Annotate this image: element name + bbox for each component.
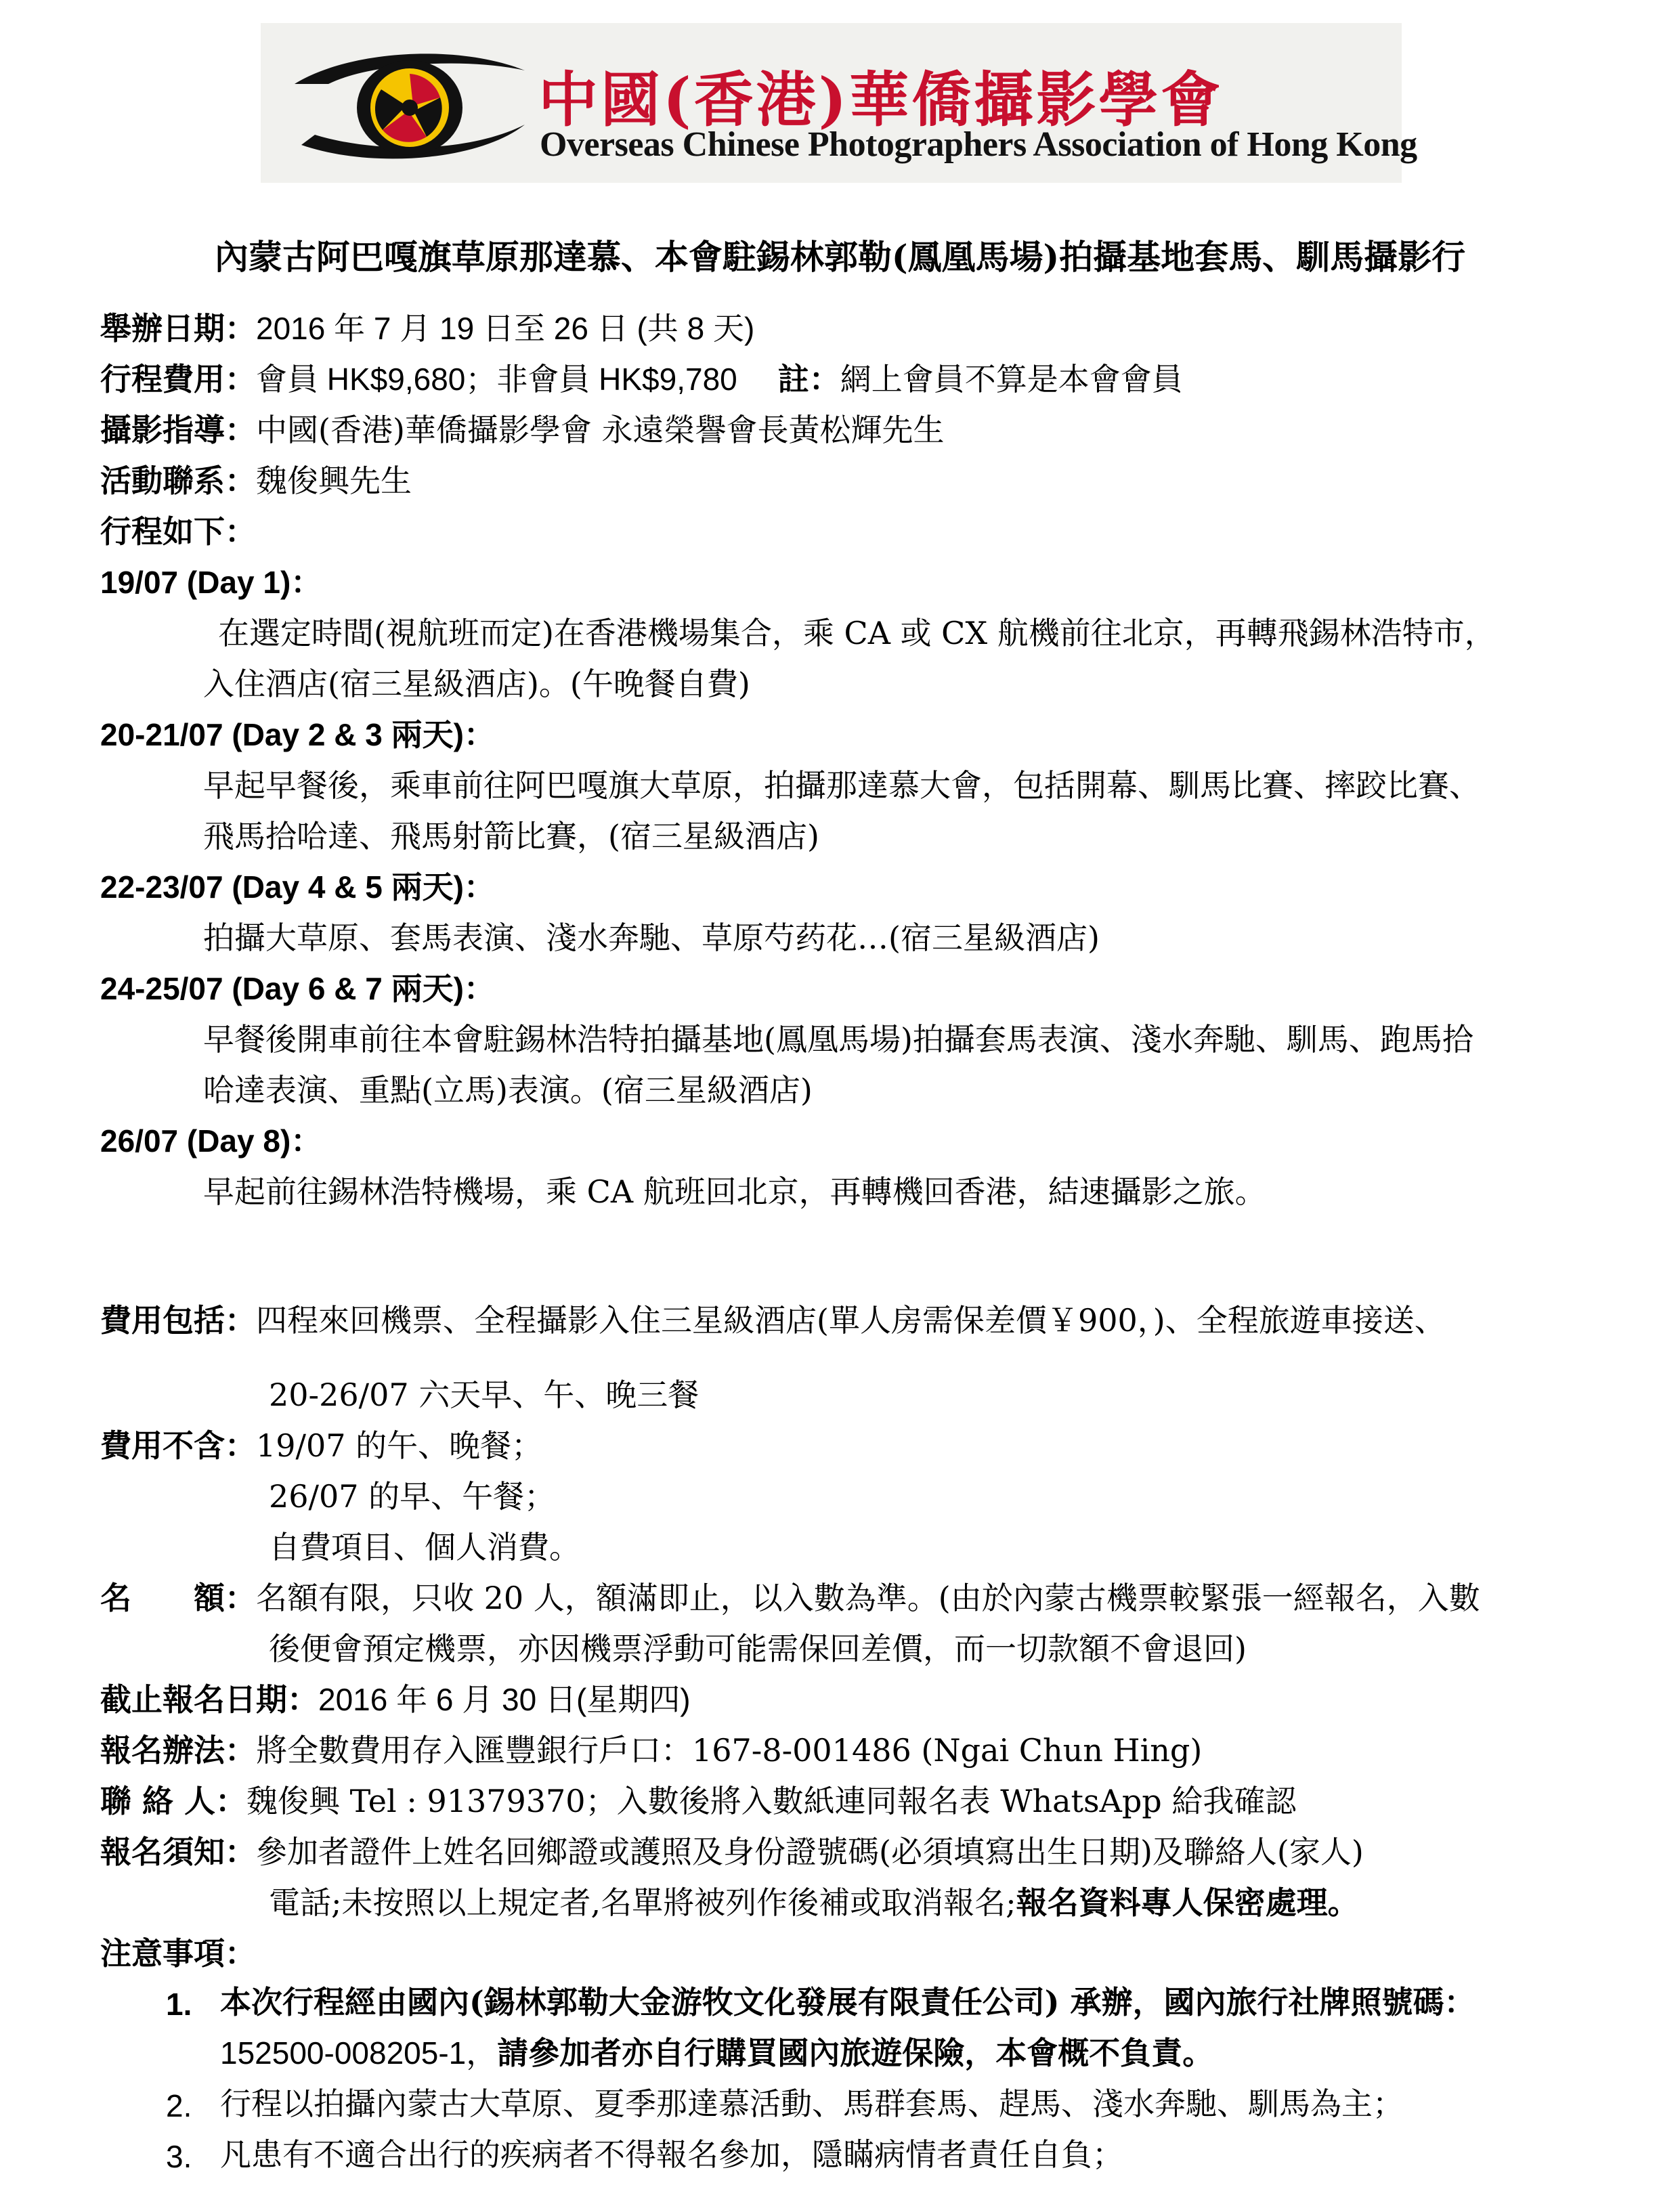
document-title: 內蒙古阿巴嘎旗草原那達慕、本會駐錫林郭勒(鳳凰馬場)拍攝基地套馬、馴馬攝影行: [214, 237, 1466, 277]
fee-exclude-value: 19/07 的午、晚餐；: [256, 1427, 543, 1464]
org-name-english: Overseas Chinese Photographers Association of Hong Kong: [540, 125, 1417, 164]
org-name-chinese: 中國(香港)華僑攝影學會: [538, 64, 1224, 135]
registration-notice-label: 報名須知：: [100, 1834, 256, 1870]
itinerary-day-4-line: 哈達表演、重點(立馬)表演。(宿三星級酒店): [203, 1072, 813, 1108]
deadline-label: 截止報名日期：: [100, 1681, 318, 1718]
note-item-1: 本次行程經由國內(錫林郭勒大金游牧文化發展有限責任公司) 承辦，國內旅行社牌照號碼：: [220, 1984, 1476, 2020]
fee-note-value: 網上會員不算是本會會員: [840, 361, 1183, 397]
letterhead: [261, 23, 1417, 183]
trip-fee-label: 行程費用：: [100, 361, 256, 397]
fee-include-label: 費用包括：: [100, 1302, 256, 1339]
event-date-label: 舉辦日期：: [100, 310, 256, 347]
itinerary-day-5: 26/07 (Day 8)：: [100, 1123, 322, 1159]
aperture-logo-icon: [288, 43, 532, 165]
note-item-3: 凡患有不適合出行的疾病者不得報名參加，隱瞞病情者責任自負；: [220, 2136, 1123, 2173]
photo-guide-label: 攝影指導：: [100, 412, 256, 448]
registration-method-value: 將全數費用存入匯豐銀行戶口：167-8-001486 (Ngai Chun Hing): [256, 1732, 1203, 1769]
registration-method-row: [100, 1730, 1202, 1771]
photo-guide-row: [100, 410, 945, 450]
itinerary-day-1-line: 入住酒店(宿三星級酒店)。(午晚餐自費): [203, 666, 750, 702]
itinerary-day-3: 22-23/07 (Day 4 & 5 兩天)：: [100, 869, 495, 905]
fee-include-line: 20-26/07 六天早、午、晚三餐: [269, 1377, 699, 1413]
itinerary-day-1-line: 在選定時間(視航班而定)在香港機場集合，乘 CA 或 CX 航機前往北京，再轉飛錫林浩特市，: [218, 615, 1496, 651]
quota-row: [100, 1578, 1480, 1618]
fee-include-row: [100, 1300, 1446, 1341]
contact-person-label: 聯 絡 人：: [100, 1783, 247, 1819]
confidentiality-note: 報名資料專人保密處理。: [1016, 1884, 1359, 1921]
itinerary-heading: 行程如下：: [100, 513, 256, 550]
event-date-value: 2016 年 7 月 19 日至 26 日 (共 8 天): [256, 311, 755, 346]
registration-notice-row: [100, 1832, 1364, 1872]
itinerary-day-2-line: 飛馬拾哈達、飛馬射箭比賽，(宿三星級酒店): [203, 818, 819, 854]
fee-exclude-line: 自費項目、個人消費。: [269, 1529, 580, 1565]
itinerary-day-4: 24-25/07 (Day 6 & 7 兩天)：: [100, 971, 495, 1006]
notes-heading: 注意事項：: [100, 1935, 256, 1972]
photo-guide-value: 中國(香港)華僑攝影學會 永遠榮譽會長黃松輝先生: [256, 412, 945, 448]
deadline-value: 2016 年 6 月 30 日(星期四): [318, 1682, 691, 1717]
note-item-1-line: 152500-008205-1，請參加者亦自行購買國內旅遊保險，本會概不負責。: [220, 2035, 1214, 2071]
deadline-row: [100, 1679, 691, 1720]
itinerary-day-1: 19/07 (Day 1)：: [100, 565, 322, 600]
note-number: 3.: [166, 2139, 192, 2174]
fee-exclude-label: 費用不含：: [100, 1427, 256, 1464]
itinerary-day-5-line: 早起前往錫林浩特機場，乘 CA 航班回北京，再轉機回香港，結速攝影之旅。: [203, 1173, 1266, 1210]
registration-notice-line: 電話;未按照以上規定者,名單將被列作後補或取消報名;報名資料專人保密處理。: [269, 1884, 1359, 1921]
itinerary-day-2: 20-21/07 (Day 2 & 3 兩天)：: [100, 717, 495, 752]
event-date-row: [100, 308, 754, 349]
trip-fee-value: 會員 HK$9,680；非會員 HK$9,780: [256, 362, 737, 397]
registration-method-label: 報名辦法：: [100, 1732, 256, 1769]
note-number: 2.: [166, 2088, 192, 2123]
note-item-2: 行程以拍攝內蒙古大草原、夏季那達慕活動、馬群套馬、趕馬、淺水奔馳、馴馬為主；: [220, 2085, 1404, 2122]
fee-note-label: 註：: [777, 361, 840, 397]
itinerary-day-4-line: 早餐後開車前往本會駐錫林浩特拍攝基地(鳳凰馬場)拍攝套馬表演、淺水奔馳、馴馬、跑馬拾: [203, 1021, 1473, 1058]
quota-label: 名 額：: [100, 1580, 256, 1616]
contact-person-value: 魏俊興 Tel : 91379370；入數後將入數紙連同報名表 WhatsApp 給我確認: [246, 1783, 1297, 1819]
quota-value: 名額有限，只收 20 人，額滿即止，以入數為準。(由於內蒙古機票較緊張一經報名，入數: [256, 1580, 1480, 1616]
itinerary-day-2-line: 早起早餐後，乘車前往阿巴嘎旗大草原，拍攝那達慕大會，包括開幕、馴馬比賽、摔跤比賽、: [203, 767, 1480, 804]
contact-person-row: [100, 1781, 1296, 1821]
registration-notice-value: 參加者證件上姓名回鄉證或護照及身份證號碼(必須填寫出生日期)及聯絡人(家人): [256, 1834, 1364, 1870]
fee-include-value: 四程來回機票、全程攝影入住三星級酒店(單人房需保差價￥900，)、全程旅遊車接送、: [256, 1302, 1446, 1339]
itinerary-day-3-line: 拍攝大草原、套馬表演、淺水奔馳、草原芍药花…(宿三星級酒店): [203, 920, 1100, 956]
contact-row: [100, 460, 412, 501]
quota-line: 後便會預定機票，亦因機票浮動可能需保回差價，而一切款額不會退回): [269, 1630, 1247, 1667]
trip-fee-row: [100, 359, 1183, 399]
contact-value: 魏俊興先生: [256, 462, 412, 499]
note-number: 1.: [166, 1987, 192, 2022]
fee-exclude-row: [100, 1425, 542, 1466]
contact-label: 活動聯系：: [100, 462, 256, 499]
fee-exclude-line: 26/07 的早、午餐；: [269, 1478, 556, 1515]
